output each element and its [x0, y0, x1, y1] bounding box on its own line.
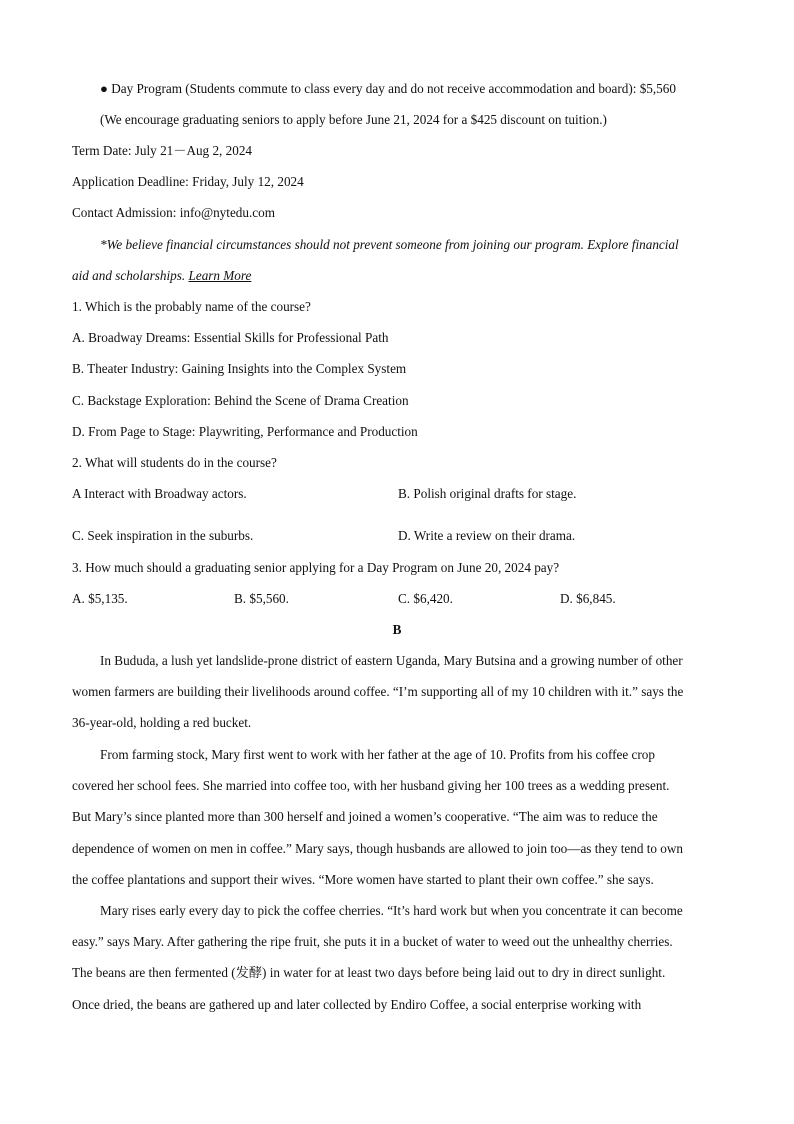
paragraph-line: The beans are then fermented (发酵) in water for at least two days before being laid out to dry in direct sunlight. — [72, 965, 666, 980]
financial-note-line2 — [72, 267, 724, 285]
financial-note-line1: *We believe financial circumstances should not prevent someone from joining our program. Explore financial — [100, 237, 679, 252]
q2-option-b: B. Polish original drafts for stage. — [398, 486, 577, 501]
learn-more-link[interactable]: Learn More — [188, 268, 252, 283]
question-1: 1. Which is the probably name of the course? — [72, 299, 311, 314]
paragraph-line: women farmers are building their livelihoods around coffee. “I’m supporting all of my 10 children with it.” says the — [72, 684, 684, 699]
term-date: Term Date: July 21－Aug 2, 2024 — [72, 143, 253, 158]
q3-option-d: D. $6,845. — [560, 591, 616, 606]
q1-option-c: C. Backstage Exploration: Behind the Scene of Drama Creation — [72, 393, 409, 408]
q2-option-a: A Interact with Broadway actors. — [72, 486, 247, 501]
question-3: 3. How much should a graduating senior applying for a Day Program on June 20, 2024 pay? — [72, 560, 560, 575]
paragraph-line: dependence of women on men in coffee.” Mary says, though husbands are allowed to join too—as they tend to own — [72, 841, 683, 856]
q3-option-a: A. $5,135. — [72, 591, 128, 606]
q1-option-d: D. From Page to Stage: Playwriting, Performance and Production — [72, 424, 418, 439]
discount-note: (We encourage graduating seniors to apply before June 21, 2024 for a $425 discount on tuition.) — [100, 112, 607, 127]
application-deadline: Application Deadline: Friday, July 12, 2024 — [72, 174, 304, 189]
paragraph-line: But Mary’s since planted more than 300 herself and joined a women’s cooperative. “The aim was to reduce the — [72, 809, 658, 824]
q2-option-c: C. Seek inspiration in the suburbs. — [72, 528, 254, 543]
paragraph-line: Once dried, the beans are gathered up and later collected by Endiro Coffee, a social enterprise working with — [72, 997, 642, 1012]
q1-option-a: A. Broadway Dreams: Essential Skills for Professional Path — [72, 330, 389, 345]
q2-option-d: D. Write a review on their drama. — [398, 528, 576, 543]
q3-option-c: C. $6,420. — [398, 591, 453, 606]
paragraph-line: easy.” says Mary. After gathering the ripe fruit, she puts it in a bucket of water to weed out the unhealthy cherries. — [72, 934, 673, 949]
paragraph-line: covered her school fees. She married into coffee too, with her husband giving her 100 trees as a wedding present. — [72, 778, 670, 793]
paragraph-line: From farming stock, Mary first went to work with her father at the age of 10. Profits from his coffee crop — [100, 747, 655, 762]
question-2: 2. What will students do in the course? — [72, 455, 277, 470]
paragraph-line: 36-year-old, holding a red bucket. — [72, 715, 252, 730]
section-b-heading: B — [392, 622, 402, 637]
day-program-text: ● Day Program (Students commute to class every day and do not receive accommodation and board): $5,560 — [100, 81, 676, 96]
paragraph-line: Mary rises early every day to pick the coffee cherries. “It’s hard work but when you concentrate it can become — [100, 903, 683, 918]
financial-note-text: aid and scholarships. — [72, 268, 189, 283]
paragraph-line: the coffee plantations and support their wives. “More women have started to plant their own coffee.” she says. — [72, 872, 654, 887]
q3-option-b: B. $5,560. — [234, 591, 289, 606]
paragraph-line: In Bududa, a lush yet landslide-prone district of eastern Uganda, Mary Butsina and a growing number of other — [100, 653, 683, 668]
contact-admission: Contact Admission: info@nytedu.com — [72, 205, 275, 220]
q1-option-b: B. Theater Industry: Gaining Insights into the Complex System — [72, 361, 407, 376]
